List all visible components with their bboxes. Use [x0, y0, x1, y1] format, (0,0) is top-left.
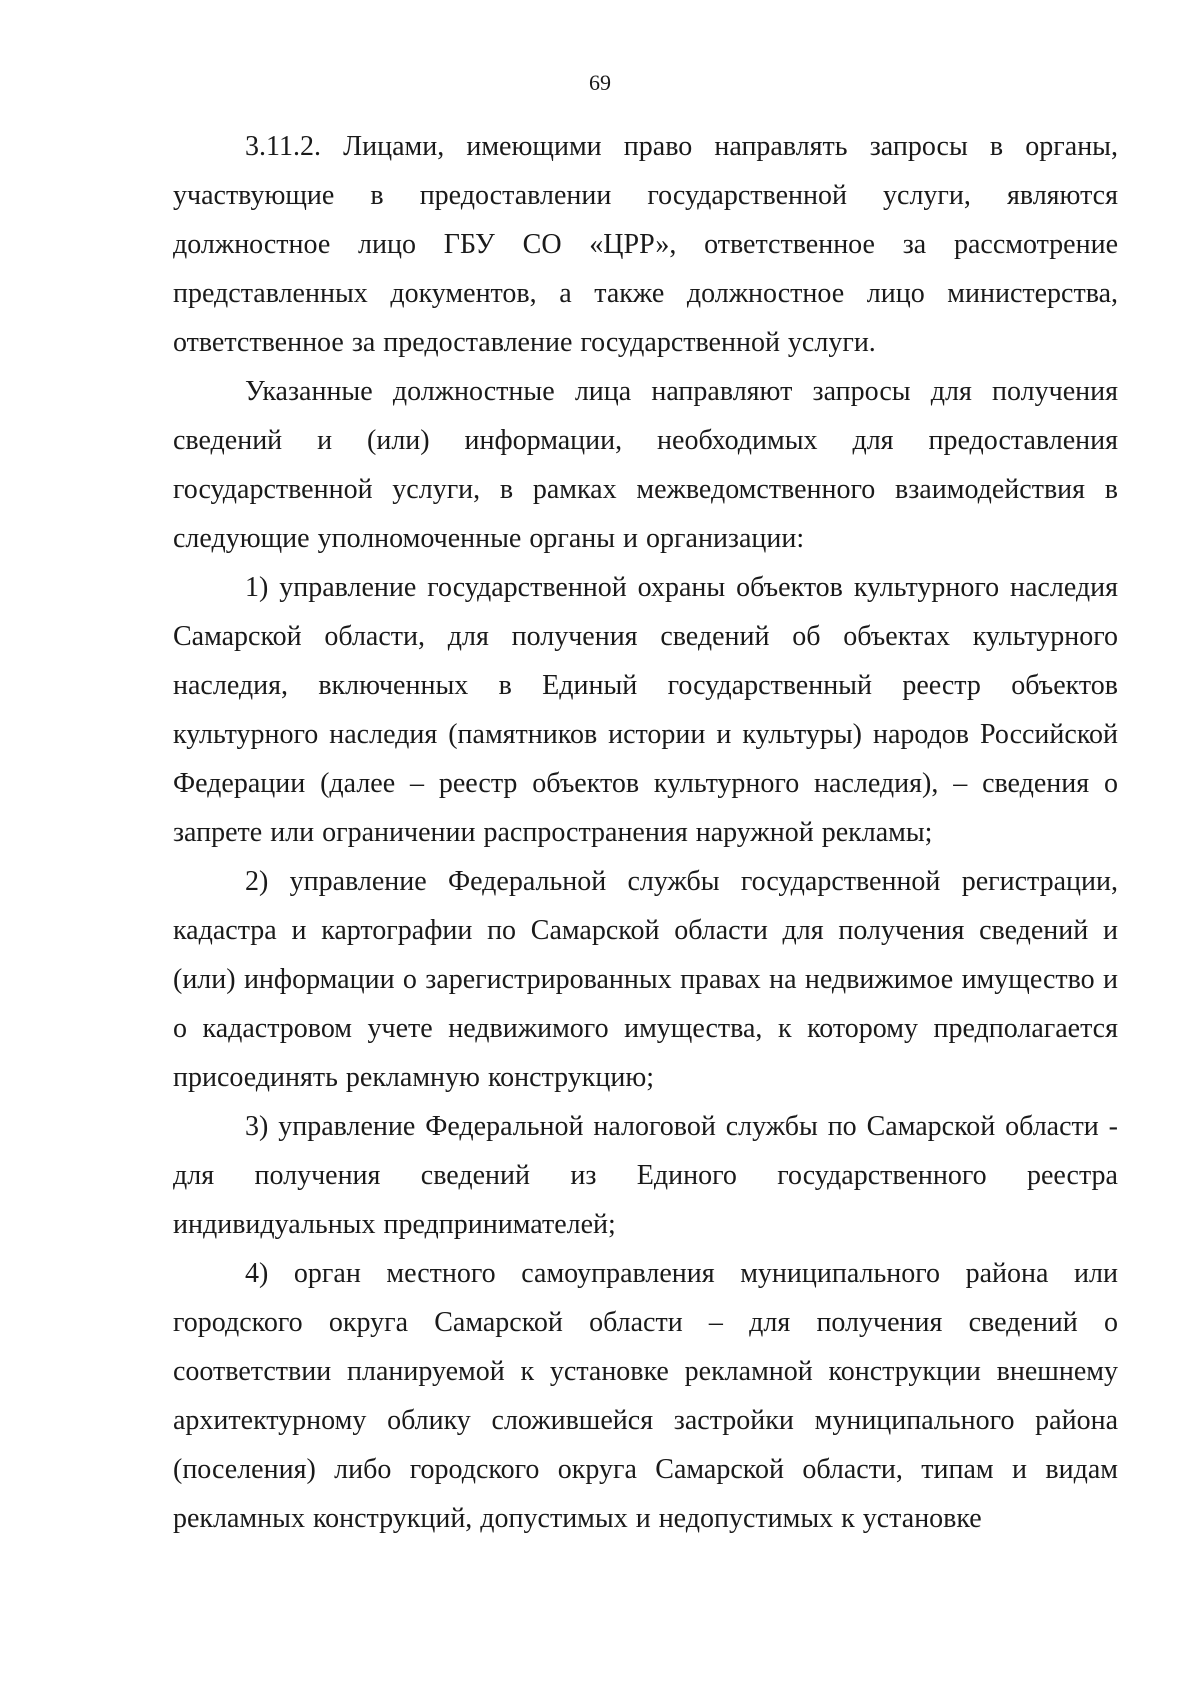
list-item-4: 4) орган местного самоуправления муниципального района или городского округа Самарской области – для получения сведений о соответствии планируемой к установке рекламной конструкции внешнему архитектурному облику сложившейся застройки муниципального района (поселения) либо городского округа Самарской области, типам и видам рекламных конструкций, допустимых и недопустимых к установке — [173, 1258, 1118, 1534]
page-number: 69 — [589, 70, 611, 95]
paragraph-officials: Указанные должностные лица направляют запросы для получения сведений и (или) информации, необходимых для предоставления государственной услуги, в рамках межведомственного взаимодействия в следующие уполномоченные органы и организации: — [173, 376, 1118, 554]
list-item-3: 3) управление Федеральной налоговой службы по Самарской области - для получения сведений из Единого государственного реестра индивидуальных предпринимателей; — [173, 1111, 1118, 1240]
paragraph-3-11-2: 3.11.2. Лицами, имеющими право направлять запросы в органы, участвующие в предоставлении государственной услуги, являются должностное лицо ГБУ СО «ЦРР», ответственное за рассмотрение представленных документов, а также должностное лицо министерства, ответственное за предоставление государственной услуги. — [173, 131, 1118, 358]
document-body — [173, 122, 1118, 1543]
list-item-1: 1) управление государственной охраны объектов культурного наследия Самарской области, для получения сведений об объектах культурного наследия, включенных в Единый государственный реестр объектов культурного наследия (памятников истории и культуры) народов Российской Федерации (далее – реестр объектов культурного наследия), – сведения о запрете или ограничении распространения наружной рекламы; — [173, 572, 1118, 848]
list-item-2: 2) управление Федеральной службы государственной регистрации, кадастра и картографии по Самарской области для получения сведений и (или) информации о зарегистрированных правах на недвижимое имущество и о кадастровом учете недвижимого имущества, к которому предполагается присоединять рекламную конструкцию; — [173, 866, 1118, 1093]
